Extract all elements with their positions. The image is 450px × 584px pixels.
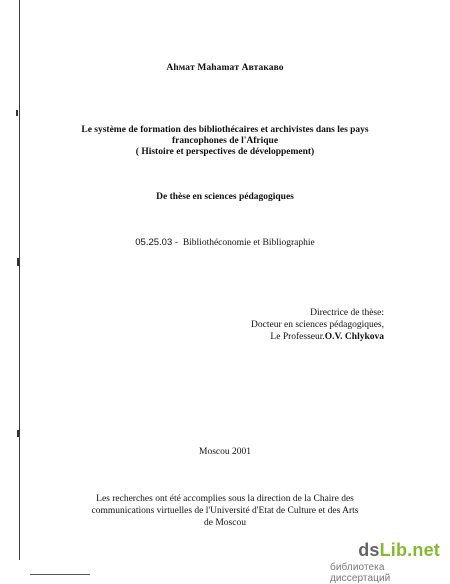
specialty-code: 05.25.03 -: [135, 237, 179, 248]
thesis-title-line-2: francophones de l'Afrique: [171, 136, 279, 146]
specialty-name: Bibliothéconomie et Bibliographie: [182, 238, 315, 248]
author-name: Ahмaт Mahamaт Aвтакаво: [166, 63, 284, 73]
city-year: Moscou 2001: [199, 447, 251, 457]
institution-note-line-3: de Moscou: [204, 518, 246, 528]
scan-artifact: [30, 574, 90, 575]
institution-note-line-1: Les recherches ont été accomplies sous la direction de la Chaire des: [96, 494, 354, 504]
watermark-logo-lib: Lib.net: [379, 540, 440, 560]
scan-artifact: [16, 110, 18, 116]
watermark-logo-ds: ds: [358, 540, 380, 560]
dslib-watermark: [330, 540, 442, 584]
supervisor-degree: Docteur en sciences pédagogiques,: [251, 320, 384, 330]
supervisor-role: Directrice de thèse:: [310, 308, 384, 318]
scan-artifact: [17, 430, 19, 437]
thesis-title-line-3: ( Histoire et perspectives de développement): [135, 147, 315, 157]
supervisor-title: Le Professeur.: [270, 332, 325, 342]
scan-artifact: [17, 258, 19, 266]
scan-edge-line: [19, 0, 20, 560]
supervisor-name: O.V. Chlykova: [324, 332, 384, 342]
watermark-logo: [358, 540, 440, 561]
specialty-line: [0, 237, 450, 248]
supervisor-name-line: [270, 332, 384, 342]
watermark-subtitle: библиотека диссертаций: [330, 562, 391, 584]
thesis-title-line-1: Le système de formation des bibliothécaires et archivistes dans les pays: [81, 125, 369, 135]
degree-line: De thèse en sciences pédagogiques: [156, 192, 294, 202]
institution-note-line-2: communications virtuelles de l'Université d'Etat de Culture et des Arts: [91, 506, 359, 516]
